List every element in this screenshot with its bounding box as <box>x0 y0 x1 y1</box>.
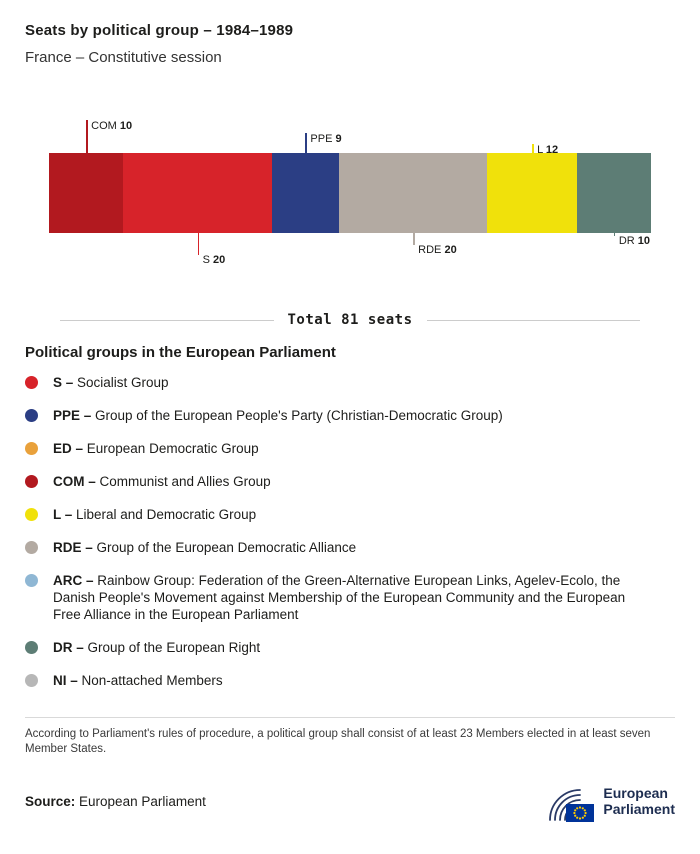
legend-item-label: PPE – Group of the European People's Party (Christian-Democratic Group) <box>53 408 503 423</box>
callout-line-rde <box>413 233 415 245</box>
legend-color-dot-s <box>25 376 38 389</box>
bar-label-code: L <box>537 144 546 156</box>
bar-segment-s <box>123 153 272 233</box>
bar-label-s <box>203 254 226 267</box>
callout-line-ppe <box>305 133 307 153</box>
legend-item-abbr: L – <box>53 507 77 522</box>
bar-segment-rde <box>339 153 488 233</box>
legend-item-label: L – Liberal and Democratic Group <box>53 507 257 522</box>
legend-item-abbr: S – <box>53 375 78 390</box>
legend-color-dot-dr <box>25 641 38 654</box>
bar-label-seats: 20 <box>213 254 226 266</box>
legend-item-dr <box>25 639 675 656</box>
callout-line-com <box>86 120 88 153</box>
page-subtitle: France – Constitutive session <box>25 49 222 66</box>
callout-line-l <box>532 144 534 153</box>
bar-label-rde <box>418 244 457 257</box>
bar-label-ppe <box>310 133 341 146</box>
total-seats-divider <box>25 312 675 328</box>
bar-label-code: RDE <box>418 244 445 256</box>
bar-label-seats: 10 <box>637 235 651 247</box>
source <box>25 794 206 809</box>
legend-color-dot-ni <box>25 674 38 687</box>
bar-label-com <box>91 120 132 133</box>
footer <box>25 779 675 823</box>
legend-color-dot-com <box>25 475 38 488</box>
legend-item-label: RDE – Group of the European Democratic Alliance <box>53 540 357 555</box>
legend-item-label: DR – Group of the European Right <box>53 640 261 655</box>
bar-label-seats: 20 <box>444 244 457 256</box>
stacked-bar-chart <box>25 108 675 278</box>
legend-item-ni <box>25 672 675 689</box>
bar-segment-l <box>487 153 576 233</box>
footnote-text: According to Parliament's rules of procedure, a political group shall consist of at least 23 Members elected in at least seven Member States. <box>25 728 651 755</box>
legend-list <box>25 374 675 689</box>
callout-line-s <box>198 233 200 255</box>
bar-label-code: DR <box>618 235 638 247</box>
divider-rule-right <box>427 320 641 321</box>
bar-label-code: COM <box>91 120 120 132</box>
legend-item-l <box>25 506 675 523</box>
legend-item-label: ED – European Democratic Group <box>53 441 259 456</box>
footnote-divider <box>25 717 675 718</box>
legend-item-abbr: PPE – <box>53 408 96 423</box>
legend-color-dot-ed <box>25 442 38 455</box>
logo-word-2: Parliament <box>603 801 675 817</box>
legend-color-dot-rde <box>25 541 38 554</box>
bar-label-code: PPE <box>310 133 336 145</box>
bar-label-seats: 10 <box>119 120 133 132</box>
bar-segment-dr <box>577 153 651 233</box>
bar-segment-ppe <box>272 153 339 233</box>
legend-item-abbr: DR – <box>53 640 88 655</box>
european-parliament-logo <box>539 779 675 823</box>
legend-item-abbr: COM – <box>53 474 100 489</box>
legend-item-abbr: RDE – <box>53 540 97 555</box>
page-title: Seats by political group – 1984–1989 <box>25 22 294 39</box>
bar-label-seats: 12 <box>545 144 559 156</box>
legend-item-abbr: ED – <box>53 441 87 456</box>
bar-label-dr <box>619 235 650 248</box>
legend-title: Political groups in the European Parliament <box>25 344 336 361</box>
source-value: European Parliament <box>79 793 206 809</box>
legend-color-dot-ppe <box>25 409 38 422</box>
legend-item-abbr: ARC – <box>53 573 98 588</box>
logo-word-1: European <box>603 785 668 801</box>
legend-item-label: NI – Non-attached Members <box>53 673 223 688</box>
legend-item-s <box>25 374 675 391</box>
legend-item-com <box>25 473 675 490</box>
logo-wordmark <box>603 785 675 817</box>
source-label: Source: <box>25 793 76 809</box>
legend-color-dot-arc <box>25 574 38 587</box>
legend-color-dot-l <box>25 508 38 521</box>
callout-line-dr <box>614 233 616 236</box>
legend-item-label: COM – Communist and Allies Group <box>53 474 271 489</box>
legend-item-label: S – Socialist Group <box>53 375 169 390</box>
total-seats-label: Total 81 seats <box>287 312 413 328</box>
legend-item-rde <box>25 539 675 556</box>
legend-item-arc <box>25 572 675 623</box>
legend-item-label: ARC – Rainbow Group: Federation of the Green-Alternative European Links, Agelev-Ecolo, the Danish People's Movement against Membership of the European Community and the European Free Alliance in the European Parliament <box>53 573 626 622</box>
divider-rule-left <box>60 320 274 321</box>
legend-item-ppe <box>25 407 675 424</box>
hemicycle-flag-icon <box>539 779 595 823</box>
legend-item-abbr: NI – <box>53 673 82 688</box>
bar-segment-com <box>49 153 123 233</box>
bar-label-l <box>537 144 558 157</box>
bar-label-code: S <box>202 254 214 266</box>
bar-label-seats: 9 <box>335 133 342 145</box>
legend-item-ed <box>25 440 675 457</box>
